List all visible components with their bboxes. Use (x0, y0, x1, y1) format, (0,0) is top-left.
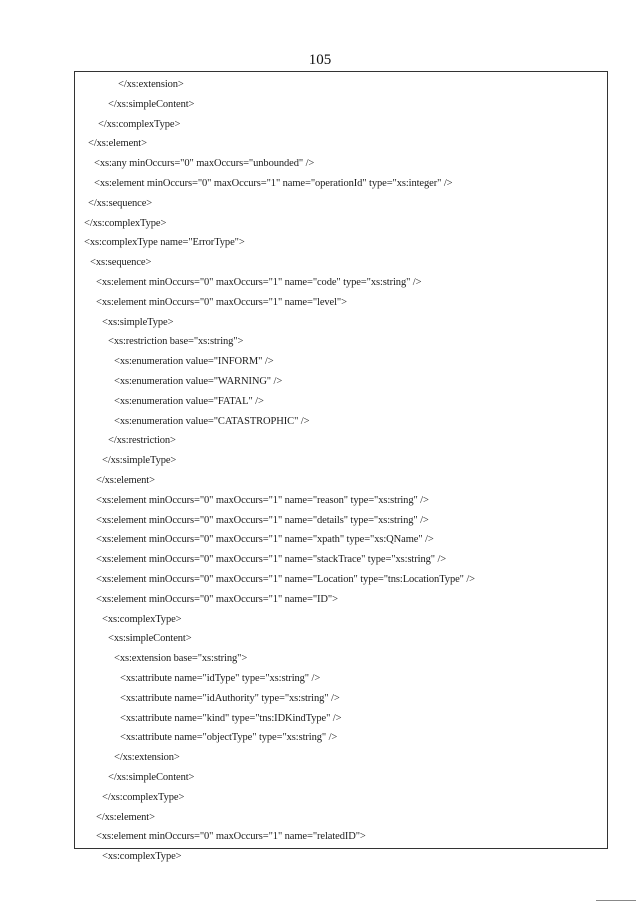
code-line: <xs:attribute name="kind" type="tns:IDKindType" /> (120, 713, 342, 724)
code-line: <xs:element minOccurs="0" maxOccurs="1" name="level"> (96, 297, 347, 308)
code-line: </xs:simpleContent> (108, 772, 195, 783)
code-line: <xs:element minOccurs="0" maxOccurs="1" name="Location" type="tns:LocationType" /> (96, 574, 475, 585)
code-line: <xs:element minOccurs="0" maxOccurs="1" name="relatedID"> (96, 831, 366, 842)
code-line: </xs:complexType> (102, 792, 185, 803)
code-line: <xs:element minOccurs="0" maxOccurs="1" name="code" type="xs:string" /> (96, 277, 422, 288)
code-line: <xs:attribute name="idAuthority" type="xs:string" /> (120, 693, 340, 704)
code-line: </xs:simpleContent> (108, 99, 195, 110)
code-line: <xs:enumeration value="INFORM" /> (114, 356, 274, 367)
code-line: </xs:restriction> (108, 435, 176, 446)
code-line: <xs:element minOccurs="0" maxOccurs="1" name="ID"> (96, 594, 338, 605)
code-line: <xs:attribute name="objectType" type="xs:string" /> (120, 732, 338, 743)
code-line: <xs:enumeration value="WARNING" /> (114, 376, 283, 387)
code-line: </xs:complexType> (84, 218, 167, 229)
code-line: </xs:simpleType> (102, 455, 177, 466)
code-line: </xs:complexType> (98, 119, 181, 130)
page-number: 105 (308, 52, 332, 68)
scan-corner-mark (596, 900, 636, 905)
code-line: </xs:extension> (118, 79, 184, 90)
code-line: <xs:attribute name="idType" type="xs:string" /> (120, 673, 321, 684)
code-line: <xs:element minOccurs="0" maxOccurs="1" name="operationId" type="xs:integer" /> (94, 178, 453, 189)
code-line: </xs:element> (88, 138, 147, 149)
code-line: </xs:extension> (114, 752, 180, 763)
code-line: <xs:element minOccurs="0" maxOccurs="1" name="reason" type="xs:string" /> (96, 495, 429, 506)
code-line: <xs:sequence> (90, 257, 152, 268)
code-line: <xs:complexType> (102, 851, 182, 862)
code-line: </xs:element> (96, 475, 155, 486)
code-line: <xs:element minOccurs="0" maxOccurs="1" name="xpath" type="xs:QName" /> (96, 534, 434, 545)
code-line: <xs:simpleContent> (108, 633, 192, 644)
code-line: </xs:sequence> (88, 198, 153, 209)
code-line: <xs:simpleType> (102, 317, 174, 328)
code-line: <xs:any minOccurs="0" maxOccurs="unbounded" /> (94, 158, 315, 169)
code-line: </xs:element> (96, 812, 155, 823)
code-line: <xs:enumeration value="CATASTROPHIC" /> (114, 416, 310, 427)
code-line: <xs:complexType> (102, 614, 182, 625)
code-line: <xs:complexType name="ErrorType"> (84, 237, 245, 248)
code-line: <xs:restriction base="xs:string"> (108, 336, 244, 347)
code-line: <xs:enumeration value="FATAL" /> (114, 396, 264, 407)
code-line: <xs:element minOccurs="0" maxOccurs="1" name="details" type="xs:string" /> (96, 515, 429, 526)
code-line: <xs:extension base="xs:string"> (114, 653, 248, 664)
code-line: <xs:element minOccurs="0" maxOccurs="1" name="stackTrace" type="xs:string" /> (96, 554, 447, 565)
